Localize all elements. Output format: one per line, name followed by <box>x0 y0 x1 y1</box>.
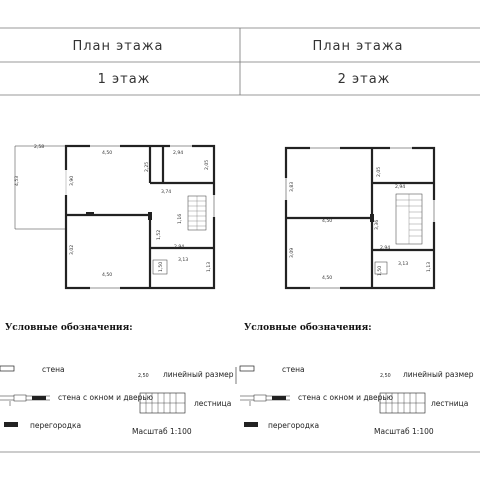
door-opening <box>64 170 68 195</box>
dim-room-top-height: 2,05 <box>205 159 210 170</box>
dim-small-height: 1,50 <box>159 261 164 272</box>
dim-small-width: 3,13 <box>178 258 189 263</box>
window <box>90 144 120 148</box>
legend-scale: Масштаб 1:100 <box>132 427 192 436</box>
legend-wall-window-label: стена с окном и дверью <box>298 393 394 402</box>
dim-porch-height: 4,53 <box>15 175 20 186</box>
dim-living-width: 4,50 <box>102 151 113 156</box>
dim-bath-width: 2,94 <box>380 246 391 251</box>
window <box>310 146 340 150</box>
dim-side-height: 1,13 <box>207 261 212 272</box>
window <box>212 195 216 217</box>
dim-porch-width: 2,58 <box>34 145 45 150</box>
partition <box>370 214 374 222</box>
dim-room-top-height: 2,05 <box>377 166 382 177</box>
window <box>170 144 192 148</box>
dim-room-top-width: 2,94 <box>173 151 184 156</box>
dim-living-height: 3,90 <box>70 175 75 186</box>
partition <box>148 212 152 220</box>
window <box>284 178 288 200</box>
legend-partition-label: перегородка <box>268 421 320 430</box>
legend-stairs-label: лестница <box>194 399 232 408</box>
window <box>390 146 412 150</box>
plan-floor-1 <box>14 144 216 290</box>
dim-room2-width: 4,50 <box>322 276 333 281</box>
dim-kitchen-height: 3,02 <box>70 244 75 255</box>
partition-symbol <box>4 422 18 427</box>
legend-size-value: 2,50 <box>138 374 149 379</box>
legend-left <box>0 322 236 436</box>
dim-stair-height: 3,36 <box>375 219 380 230</box>
dim-side-height: 1,13 <box>427 261 432 272</box>
wall-symbol <box>0 366 14 371</box>
right-plan-title: План этажа <box>312 39 404 54</box>
dim-room-top-width: 2,94 <box>395 185 406 190</box>
outer-walls <box>66 146 214 288</box>
legend-size-label: линейный размер <box>163 370 234 379</box>
dim-bath-width: 2,94 <box>174 245 185 250</box>
legend-right <box>240 322 474 436</box>
legend-wall-window-label: стена с окном и дверью <box>58 393 154 402</box>
dim-room1-height: 3,83 <box>290 181 295 192</box>
dim-room2-height: 3,09 <box>290 247 295 258</box>
dim-room1-width: 4,50 <box>322 219 333 224</box>
legend-title: Условные обозначения: <box>244 323 372 333</box>
wall-symbol <box>240 366 254 371</box>
dim-hall-height: 2,25 <box>145 161 150 172</box>
legend-wall-label: стена <box>282 365 305 374</box>
partition-symbol <box>244 422 258 427</box>
plan-floor-2 <box>284 146 436 290</box>
dim-small-width: 3,13 <box>398 262 409 267</box>
legend-title: Условные обозначения: <box>5 323 133 333</box>
partition <box>86 212 94 216</box>
legend-stairs-label: лестница <box>431 399 469 408</box>
right-floor-label: 2 этаж <box>337 72 391 87</box>
legend-scale: Масштаб 1:100 <box>374 427 434 436</box>
left-plan-title: План этажа <box>72 39 164 54</box>
dim-hall-width: 3,74 <box>161 190 172 195</box>
dim-small-height: 1,50 <box>378 265 383 276</box>
legend-size-label: линейный размер <box>403 370 474 379</box>
legend-size-value: 2,50 <box>380 374 391 379</box>
staircase <box>396 194 422 244</box>
wall-window-symbol <box>0 395 50 406</box>
wall-window-symbol <box>240 395 290 406</box>
staircase <box>188 196 206 230</box>
dim-stair-height: 1,16 <box>178 213 183 224</box>
porch-outline <box>15 146 66 229</box>
dim-bath-height: 1,52 <box>157 229 162 240</box>
left-floor-label: 1 этаж <box>97 72 151 87</box>
legend-partition-label: перегородка <box>30 421 82 430</box>
window <box>432 200 436 222</box>
window <box>310 286 340 290</box>
legend-wall-label: стена <box>42 365 65 374</box>
dim-kitchen-width: 4,50 <box>102 273 113 278</box>
window <box>90 286 120 290</box>
